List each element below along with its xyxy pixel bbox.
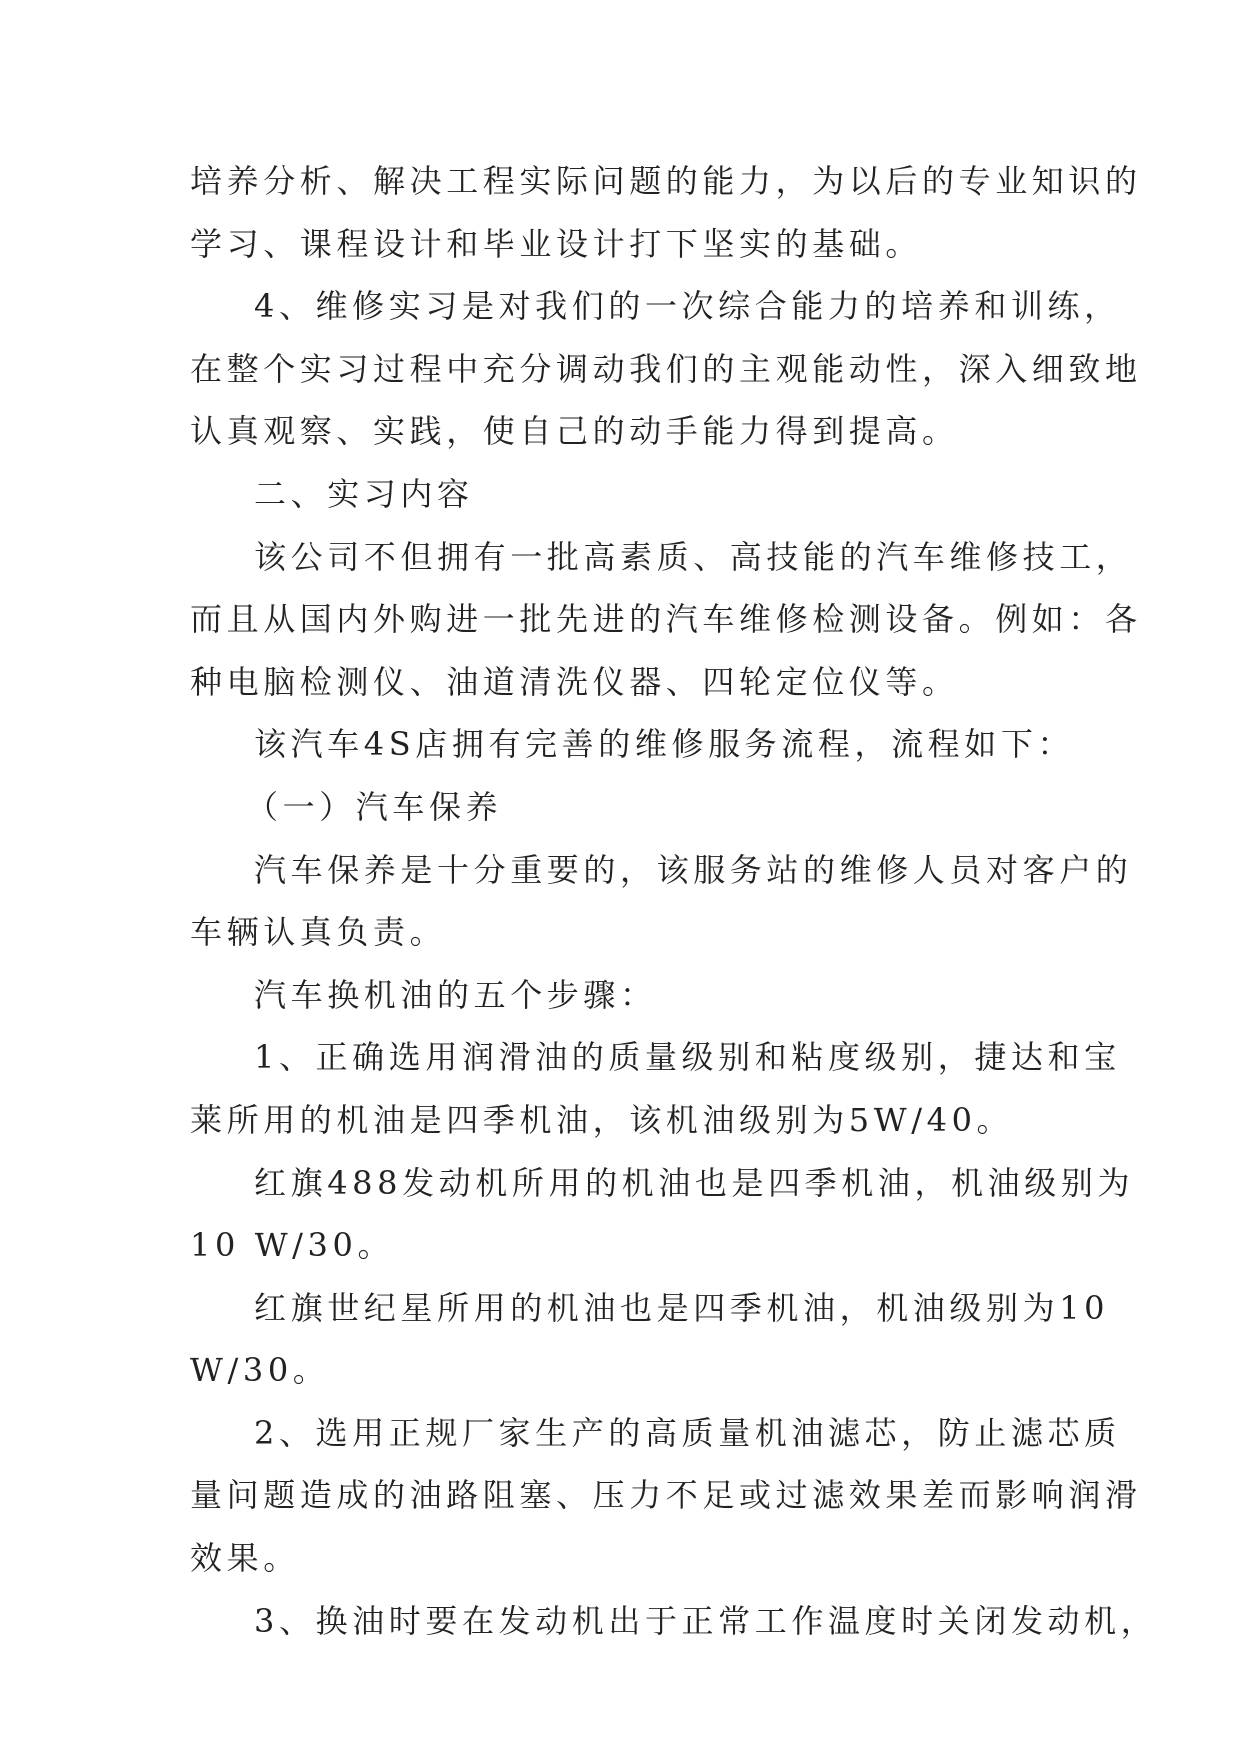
text-line: 红旗世纪星所用的机油也是四季机油，机油级别为10 — [254, 1288, 1110, 1327]
text-line: 认真观察、实践，使自己的动手能力得到提高。 — [190, 412, 959, 451]
text-line: 汽车换机油的五个步骤： — [254, 975, 657, 1014]
text-line: 该公司不但拥有一批高素质、高技能的汽车维修技工， — [254, 537, 1133, 576]
text-line: 红旗488发动机所用的机油也是四季机油，机油级别为 — [254, 1163, 1135, 1202]
text-line: 莱所用的机油是四季机油，该机油级别为5W/40。 — [190, 1100, 1014, 1139]
text-line: 车辆认真负责。 — [190, 913, 447, 952]
text-line: 效果。 — [190, 1539, 300, 1578]
subsection-heading: （一）汽车保养 — [246, 787, 503, 826]
text-line: 汽车保养是十分重要的，该服务站的维修人员对客户的 — [254, 850, 1133, 889]
text-line: 在整个实习过程中充分调动我们的主观能动性，深入细致地 — [190, 349, 1142, 388]
text-line: 3、换油时要在发动机出于正常工作温度时关闭发动机， — [254, 1601, 1158, 1640]
text-line: 种电脑检测仪、油道清洗仪器、四轮定位仪等。 — [190, 662, 959, 701]
text-line: 而且从国内外购进一批先进的汽车维修检测设备。例如：各 — [190, 600, 1142, 639]
text-line: 量问题造成的油路阻塞、压力不足或过滤效果差而影响润滑 — [190, 1476, 1142, 1515]
text-line: W/30。 — [190, 1351, 330, 1390]
text-line: 10 W/30。 — [190, 1226, 395, 1265]
document-body — [190, 150, 1158, 1652]
text-line: 4、维修实习是对我们的一次综合能力的培养和训练， — [254, 287, 1121, 326]
text-line: 学习、课程设计和毕业设计打下坚实的基础。 — [190, 224, 923, 263]
text-line: 该汽车4S店拥有完善的维修服务流程，流程如下： — [254, 725, 1075, 764]
text-line: 培养分析、解决工程实际问题的能力，为以后的专业知识的 — [190, 162, 1142, 200]
text-line: 2、选用正规厂家生产的高质量机油滤芯，防止滤芯质 — [254, 1413, 1121, 1452]
section-heading: 二、实习内容 — [254, 474, 474, 513]
text-line: 1、正确选用润滑油的质量级别和粘度级别，捷达和宝 — [254, 1038, 1121, 1077]
